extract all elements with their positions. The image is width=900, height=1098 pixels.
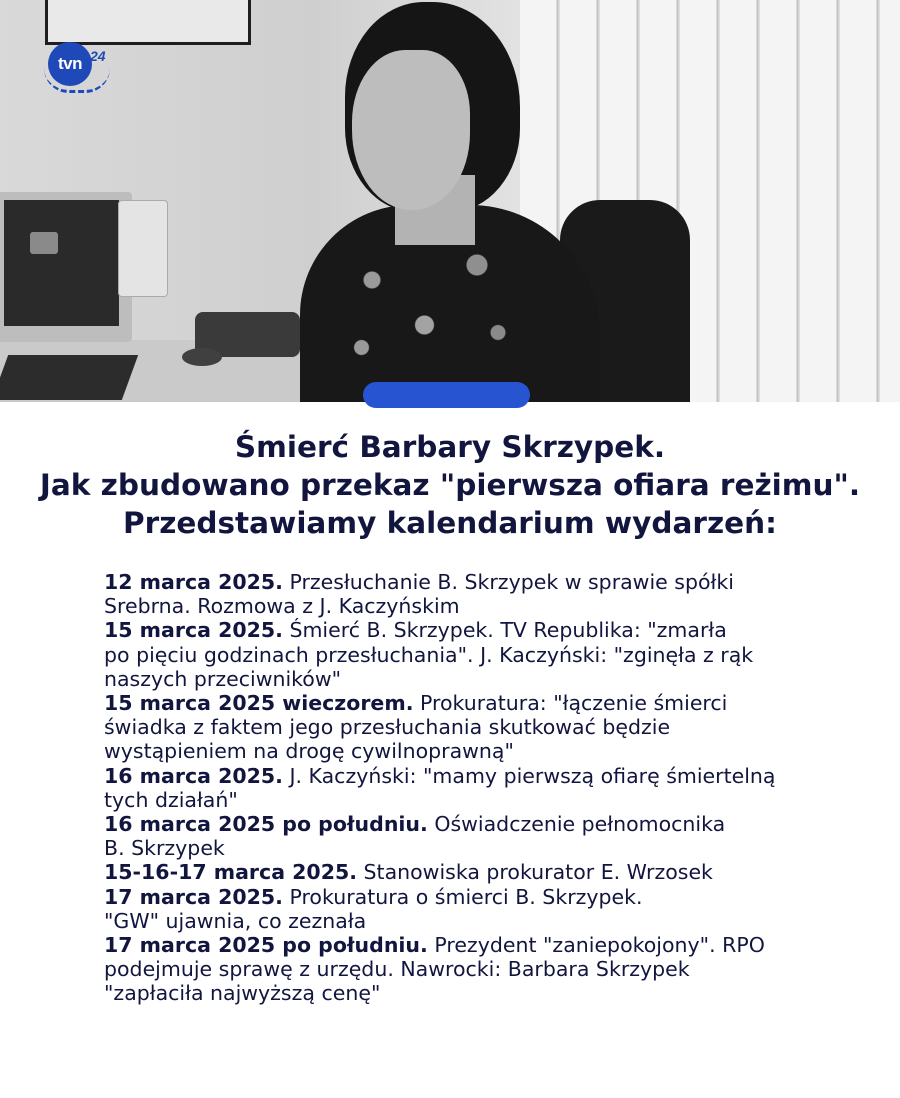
timeline-text: Stanowiska prokurator E. Wrzosek (357, 860, 713, 885)
timeline-entry (104, 764, 864, 812)
timeline-text: Prokuratura o śmierci B. Skrzypek. (282, 884, 643, 909)
timeline-text: naszych przeciwników" (104, 666, 342, 691)
timeline-text: Śmierć B. Skrzypek. TV Republika: "zmarła (282, 618, 727, 643)
desk-phone-keypad (0, 355, 138, 400)
os-logo (30, 232, 58, 254)
computer-monitor (0, 192, 132, 342)
timeline-entry (104, 860, 864, 884)
timeline-text: świadka z faktem jego przesłuchania skutkować będzie (104, 715, 671, 740)
tvn24-logo (48, 42, 114, 88)
timeline-date: 16 marca 2025 po południu. (104, 812, 428, 837)
timeline-entry-line (104, 594, 864, 618)
timeline-text: po pięciu godzinach przesłuchania". J. Kaczyński: "zginęła z rąk (104, 642, 754, 667)
timeline-date: 15 marca 2025 wieczorem. (104, 691, 414, 716)
headline (0, 428, 900, 542)
timeline-entry-line (104, 933, 864, 957)
timeline-entry (104, 570, 864, 618)
headline-line-3: Przedstawiamy kalendarium wydarzeń: (123, 506, 777, 540)
timeline-entry-line (104, 570, 864, 594)
timeline-entry (104, 691, 864, 764)
timeline-entry-line (104, 909, 864, 933)
timeline-text: "GW" ujawnia, co zeznała (104, 908, 367, 933)
timeline-entry-line (104, 860, 864, 884)
timeline-text: podejmuje sprawę z urzędu. Nawrocki: Barbara Skrzypek (104, 957, 690, 982)
timeline-text: Prokuratura: "łączenie śmierci (413, 691, 728, 716)
header-photo (0, 0, 900, 402)
timeline-text: wystąpieniem na drogę cywilnoprawną" (104, 739, 514, 764)
timeline-date: 15-16-17 marca 2025. (104, 860, 358, 885)
timeline-text: J. Kaczyński: "mamy pierwszą ofiarę śmiertelną (282, 763, 776, 788)
timeline-text: B. Skrzypek (104, 836, 225, 861)
blouse-embroidery (330, 235, 540, 385)
timeline-entry-line (104, 764, 864, 788)
timeline-text: Oświadczenie pełnomocnika (427, 812, 726, 837)
timeline-text: Srebrna. Rozmowa z J. Kaczyńskim (104, 594, 460, 619)
timeline-entry-line (104, 812, 864, 836)
timeline-entry-line (104, 715, 864, 739)
timeline-entry-line (104, 885, 864, 909)
timeline-entry-line (104, 643, 864, 667)
timeline-date: 17 marca 2025 po południu. (104, 933, 428, 958)
timeline-entry (104, 885, 864, 933)
timeline-date: 16 marca 2025. (104, 763, 283, 788)
timeline-entry-line (104, 739, 864, 763)
timeline-text: Przesłuchanie B. Skrzypek w sprawie spółki (282, 570, 734, 594)
timeline-text: "zapłaciła najwyższą cenę" (104, 981, 381, 1006)
timeline-entry-line (104, 981, 864, 1005)
timeline-text: tych działań" (104, 787, 238, 812)
logo-circle: tvn (48, 42, 92, 86)
timeline-entry-line (104, 957, 864, 981)
headline-line-2: Jak zbudowano przekaz "pierwsza ofiara reżimu". (39, 468, 861, 502)
timeline-date: 15 marca 2025. (104, 618, 283, 643)
timeline-entry (104, 812, 864, 860)
timeline-text: Prezydent "zaniepokojony". RPO (427, 933, 765, 958)
timeline-entry-line (104, 691, 864, 715)
logo-suffix: 24 (90, 48, 106, 64)
person-face (352, 50, 470, 210)
timeline-date: 17 marca 2025. (104, 884, 283, 909)
wall-picture-frame (45, 0, 251, 45)
wall-device (118, 200, 168, 297)
timeline-entry (104, 618, 864, 691)
accent-pill (363, 382, 530, 408)
computer-mouse (182, 348, 222, 366)
headline-line-1: Śmierć Barbary Skrzypek. (234, 430, 666, 464)
timeline-entry-line (104, 788, 864, 812)
timeline-list (104, 570, 864, 1006)
timeline-entry (104, 933, 864, 1006)
timeline-entry-line (104, 667, 864, 691)
timeline-entry-line (104, 618, 864, 642)
monitor-screen (4, 200, 119, 326)
timeline-entry-line (104, 836, 864, 860)
timeline-date: 12 marca 2025. (104, 570, 283, 594)
